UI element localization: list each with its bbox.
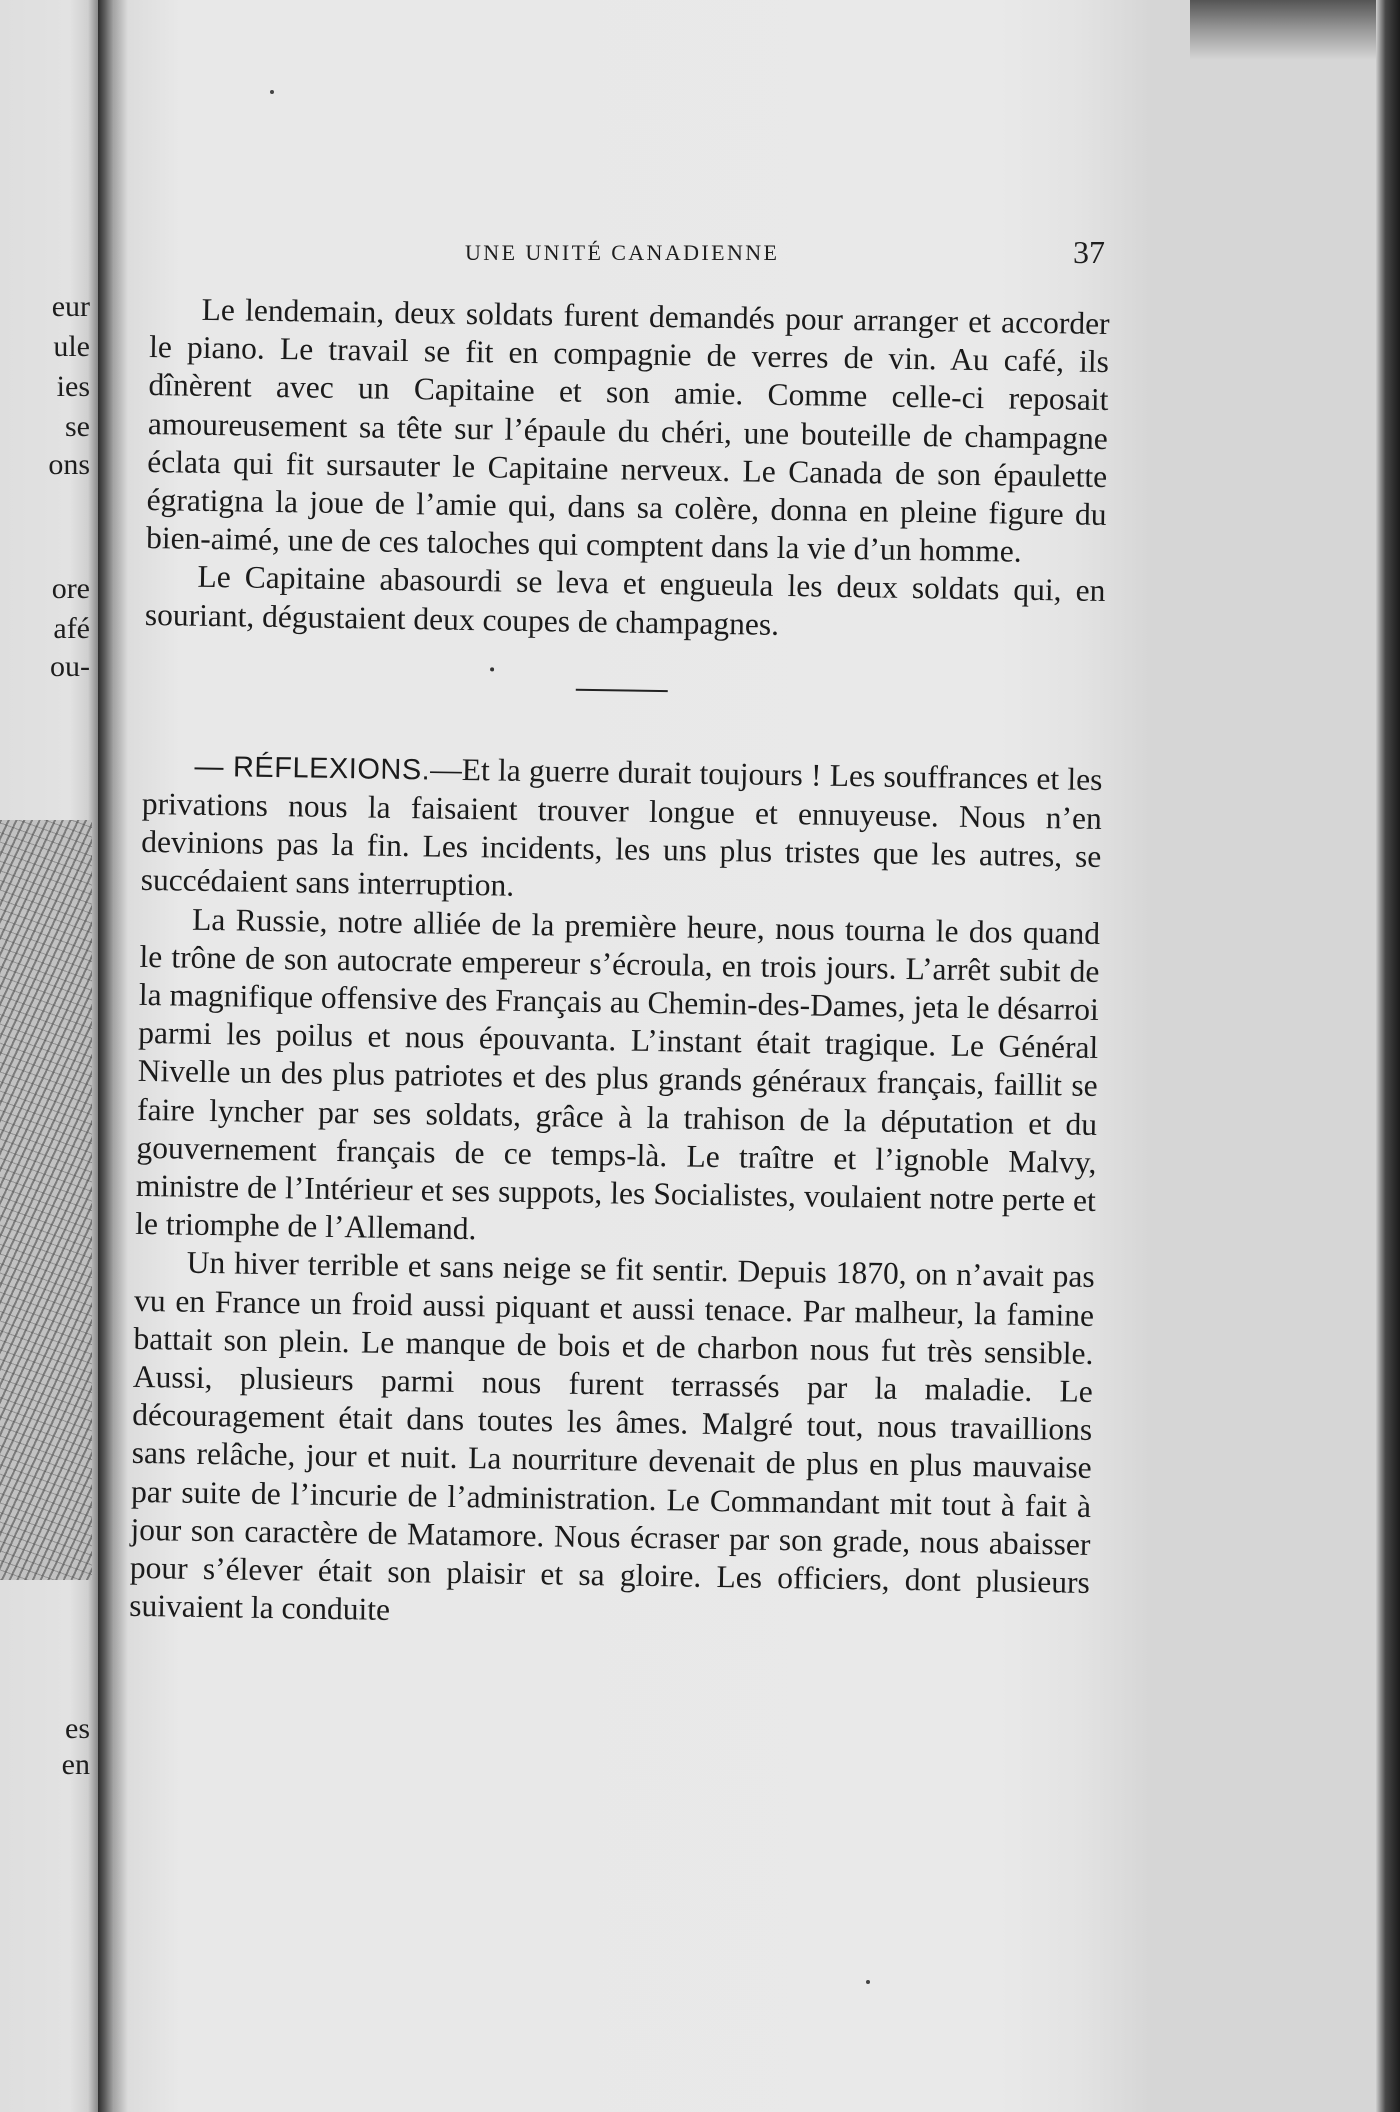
section-title: — RÉFLEXIONS. <box>194 750 431 787</box>
left-fragment: se <box>65 410 90 443</box>
left-fragment: ore <box>51 572 90 605</box>
scan-shadow <box>1190 0 1376 60</box>
scan-speck <box>270 90 274 94</box>
page-body <box>129 290 1110 1640</box>
section-lead-paragraph <box>140 746 1102 915</box>
section-divider <box>143 634 1105 761</box>
paragraph: Un hiver terrible et sans neige se fit sentir. Depuis 1870, on n’avait pas vu en France un froid aussi piquant et aussi tenace. Par malheur, la famine battait son plein. Le manque de bois et de charbon nous fut très sensible. Aussi, plusieurs parmi nous furent terrassés par la maladie. Le découragement était dans toutes les âmes. Malgré tout, nous travaillions sans relâche, jour et nuit. La nourriture devenait de plus en plus mauvaise par suite de l’incurie de l’administration. Le Commandant mit tout à fait à jour son caractère de Matamore. Nous écraser par son grade, nous abaisser pour s’élever était son plaisir et sa gloire. Les officiers, dont plusieurs suivaient la conduite <box>129 1245 1095 1628</box>
running-title: UNE UNITÉ CANADIENNE <box>465 240 780 265</box>
left-page-edge <box>0 0 102 2112</box>
left-page-illustration <box>0 820 92 1580</box>
divider-rule <box>576 689 668 692</box>
left-fragment: es <box>65 1712 90 1745</box>
left-fragment: ons <box>48 448 90 481</box>
page-number: 37 <box>1073 234 1105 270</box>
book-gutter <box>98 0 114 2112</box>
left-fragment: afé <box>53 612 90 645</box>
left-fragment: ies <box>56 370 90 403</box>
left-fragment: ou- <box>50 650 90 683</box>
section-lead-text: —Et la guerre durait toujours ! Les souffrances et les privations nous la faisaient trouver longue et ennuyeuse. Nous n’en devinions pas la fin. Les incidents, les uns plus tristes que les autres, se succédaient sans interruption. <box>140 751 1103 904</box>
divider-dot <box>490 667 494 671</box>
left-fragment: eur <box>51 290 90 323</box>
right-page-edge <box>1376 0 1400 2112</box>
paragraph: Le Capitaine abasourdi se leva et engueula les deux soldats qui, en souriant, dégustaient deux coupes de champagnes. <box>144 559 1106 642</box>
left-fragment: en <box>61 1748 90 1781</box>
paragraph: La Russie, notre alliée de la première heure, nous tourna le dos quand le trône de son autocrate empereur s’écroula, en trois jours. L’arrêt subit de la magnifique offensive des Français au Chemin-des-Dames, jeta le désarroi parmi les poilus et nous épouvanta. L’instant était tragique. Le Général Nivelle un des plus patriotes et des plus grands généraux français, faillit se faire lyncher par ses soldats, grâce à la trahison de la députation et du gouvernement français de ce temps-là. Le traître et l’ignoble Malvy, ministre de l’Intérieur et ses suppots, les Socialistes, voulaient notre perte et le triomphe de l’Allemand. <box>135 901 1101 1247</box>
paragraph: Le lendemain, deux soldats furent demandés pour arranger et accorder le piano. Le travail se fit en compagnie de verres de vin. Au café, ils dînèrent avec un Capitaine et son amie. Comme celle-ci reposait amoureusement sa tête sur l’épaule du chéri, une bouteille de champagne éclata qui fit sursauter le Capitaine nerveux. Le Canada de son épaulette égratigna la joue de l’amie qui, dans sa colère, donna en pleine figure du bien-aimé, une de ces taloches qui comptent dans la vie d’un homme. <box>145 291 1110 569</box>
scan-speck <box>866 1980 870 1984</box>
page-header <box>175 234 1105 290</box>
left-fragment: ule <box>53 330 90 363</box>
